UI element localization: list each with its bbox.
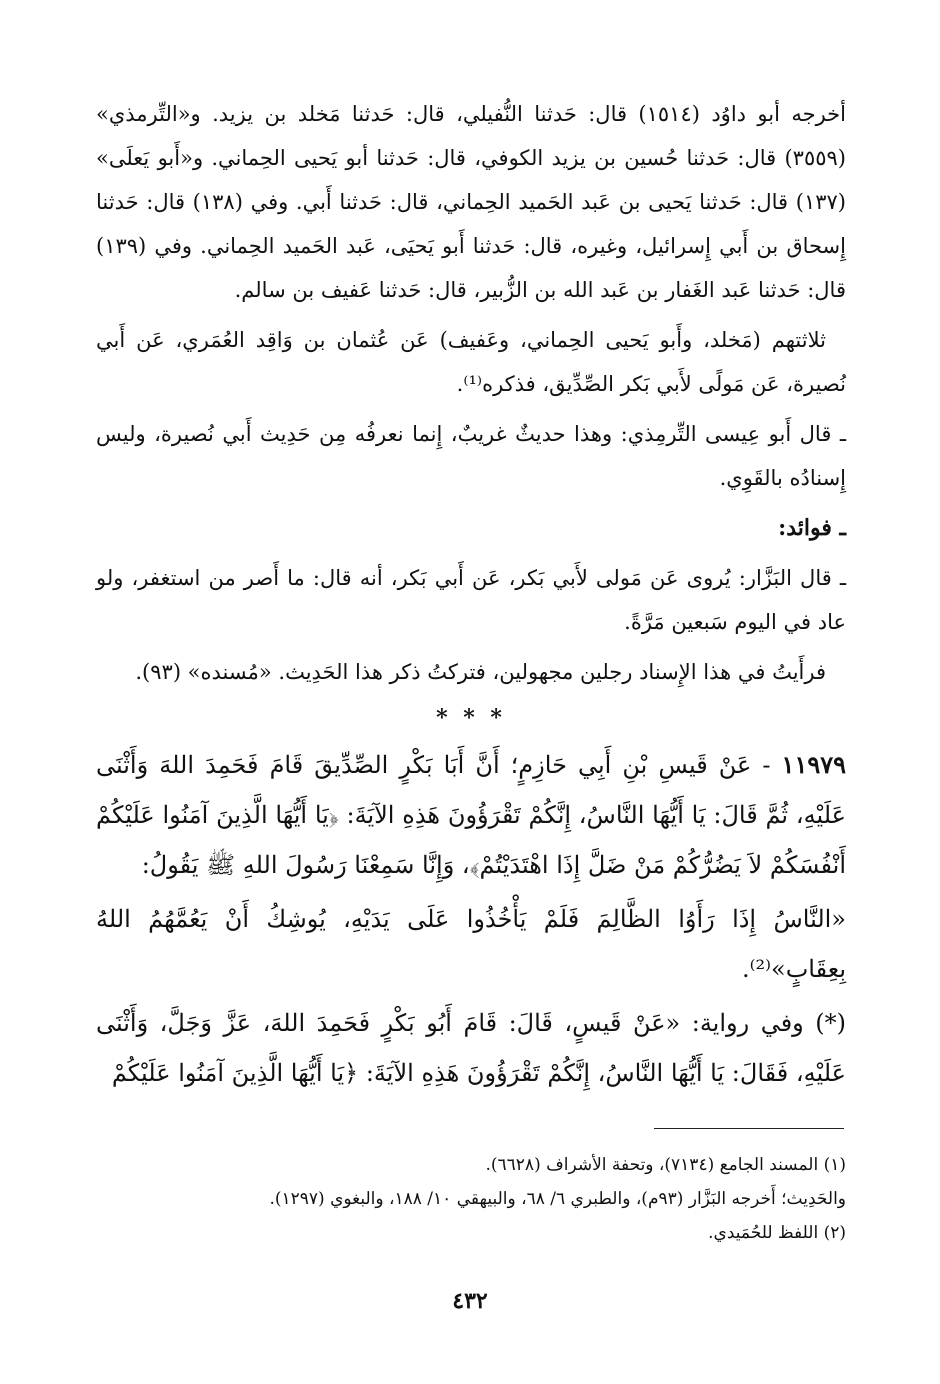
footnote-divider bbox=[654, 1128, 844, 1129]
hadith-variant: (*) وفي رواية: «عَنْ قَيسٍ، قَالَ: قَامَ أَبُو بَكْرٍ فَحَمِدَ اللهَ، عَزَّ وَجَلَّ، وَأَثْنَى عَلَيْهِ، فَقَالَ: يَا أَيُّهَا النَّاسُ، إِنَّكُمْ تَقْرَؤُونَ هَذِهِ الآيَةَ: ﴿يَا أَيُّهَا الَّذِينَ آمَنُوا عَلَيْكُمْ bbox=[96, 1009, 846, 1087]
bazzar-note: فرأَيتُ في هذا الإِسناد رجلين مجهولين، فتركتُ ذكر هذا الحَدِيث. «مُسنده» (٩٣). bbox=[135, 660, 826, 684]
footnote-1: (١) المسند الجامع (٧١٣٤)، وتحفة الأشراف (٦٦٢٨). bbox=[485, 1155, 846, 1175]
chain-paragraph: ثلاثتهم (مَخلد، وأَبو يَحيى الحِماني، وعَفيف) عَن عُثمان بن وَاقِد العُمَري، عَن أَبي نُصيرة، عَن مَولًى لأَبي بَكر الصِّدِّيق، فذكره⁽¹⁾. bbox=[96, 328, 846, 396]
page-number: ٤٣٢ bbox=[452, 1288, 488, 1314]
hadith-number: ١١٩٧٩ bbox=[781, 750, 846, 779]
hadith-body: - عَنْ قَيسِ بْنِ أَبِي حَازِمٍ؛ أَنَّ أَبَا بَكْرٍ الصِّدِّيقَ قَامَ فَحَمِدَ اللهَ وَأَثْنَى عَلَيْهِ، ثُمَّ قَالَ: يَا أَيُّهَا النَّاسُ، إِنَّكُمْ تَقْرَؤُونَ هَذِهِ الآيَةَ: ﴿يَا أَيُّهَا الَّذِينَ آمَنُوا عَلَيْكُمْ أَنْفُسَكُمْ لاَ يَضُرُّكُمْ مَنْ ضَلَّ إِذَا اهْتَدَيْتُمْ﴾، وَإِنَّا سَمِعْنَا رَسُولَ اللهِ ﷺ يَقُولُ: bbox=[96, 751, 846, 879]
takhrij-paragraph: أخرجه أبو داوُد (١٥١٤) قال: حَدثنا النُّفيلي، قال: حَدثنا مَخلد بن يزيد. و«التِّرمذي» (٣٥٥٩) قال: حَدثنا حُسين بن يزيد الكوفي، قال: حَدثنا أبو يَحيى الحِماني. و«أَبو يَعلَى» (١٣٧) قال: حَدثنا يَحيى بن عَبد الحَميد الحِماني، قال: حَدثنا أَبي. وفي (١٣٨) قال: حَدثنا إِسحاق بن أَبي إِسرائيل، وغيره، قال: حَدثنا أَبو يَحيَى، عَبد الحَميد الحِماني. وفي (١٣٩) قال: حَدثنا عَبد الغَفار بن عَبد الله بن الزُّبير، قال: حَدثنا عَفيف بن سالم. bbox=[96, 102, 846, 302]
hadith-quote: «النَّاسُ إِذَا رَأَوُا الظَّالِمَ فَلَمْ يَأْخُذُوا عَلَى يَدَيْهِ، يُوشِكُ أَنْ يَعُمَّهُمُ اللهُ بِعِقَابٍ»⁽²⁾. bbox=[96, 905, 846, 983]
hadith-text bbox=[96, 740, 846, 890]
fawaid-heading: ـ فوائد: bbox=[778, 515, 846, 541]
page-body bbox=[96, 92, 846, 1102]
section-separator: * * * bbox=[436, 705, 506, 731]
bazzar-comment: ـ قال البَزَّار: يُروى عَن مَولى لأَبي بَكر، عَن أَبي بَكر، أنه قال: ما أَصر من استغفر، ولو عاد في اليوم سَبعين مَرَّةً. bbox=[96, 566, 846, 634]
tirmidhi-comment: ـ قال أَبو عِيسى التِّرمِذي: وهذا حديثٌ غريبٌ، إِنما نعرفُه مِن حَدِيث أَبي نُصيرة، وليس إِسنادُه بالقَوِي. bbox=[96, 422, 846, 490]
footnote-1-continuation: والحَدِيث؛ أَخرجه البَزَّار (٩٣م)، والطبري ٦/ ٦٨، والبيهقي ١٠/ ١٨٨، والبغوي (١٢٩٧). bbox=[269, 1189, 846, 1209]
footnotes bbox=[96, 1148, 846, 1250]
footnote-2: (٢) اللفظ للحُمَيدي. bbox=[708, 1223, 846, 1243]
